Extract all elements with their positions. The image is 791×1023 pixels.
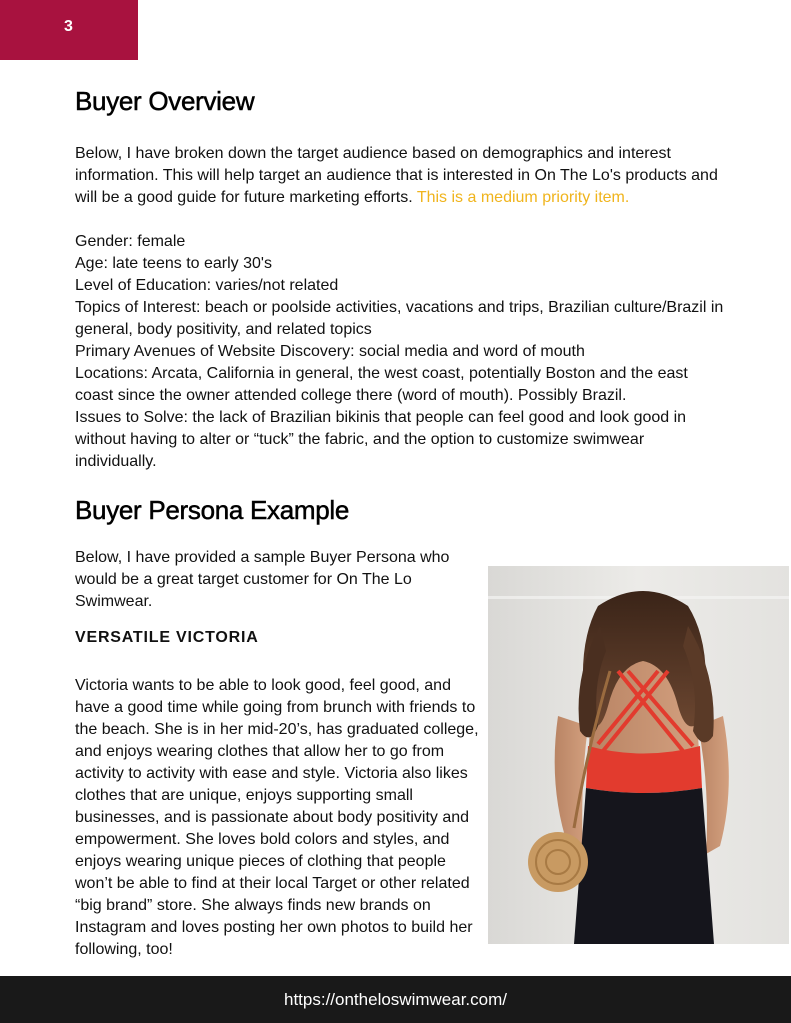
- persona-description: Victoria wants to be able to look good, feel good, and have a good time while going from brunch with friends to the beach. She is in her mid-20’s, has graduated college, and enjoys wearing clothes that allow her to go from activity to activity with ease and style. Victoria also likes clothes that are unique, enjoys supporting small businesses, and is passionate about body positivity and empowerment. She loves bold colors and styles, and enjoys wearing unique pieces of clothing that people won’t be able to find at their local Target or other related “big brand” store. She always finds new brands on Instagram and loves posting her own photos to build her following, too!: [75, 677, 479, 958]
- priority-note: This is a medium priority item.: [416, 189, 630, 206]
- field-website-discovery: Primary Avenues of Website Discovery: social media and word of mouth: [75, 343, 585, 360]
- website-link[interactable]: https://ontheloswimwear.com/: [284, 990, 507, 1009]
- buyer-overview-title: Buyer Overview: [75, 86, 255, 116]
- buyer-persona-title: Buyer Persona Example: [75, 495, 350, 525]
- persona-name: VERSATILE VICTORIA: [75, 629, 259, 646]
- page-footer: [0, 976, 791, 1023]
- field-locations: Locations: Arcata, California in general, the west coast, potentially Boston and the east coast since the owner attended college there (word of mouth). Possibly Brazil.: [75, 365, 688, 404]
- buyer-overview-section: [75, 86, 725, 473]
- field-issues-to-solve: Issues to Solve: the lack of Brazilian bikinis that people can feel good and look good in without having to alter or “tuck” the fabric, and the option to customize swimwear individually.: [75, 409, 687, 470]
- page-number-tab: [0, 0, 138, 60]
- page-number: 3: [64, 18, 73, 35]
- field-topics-of-interest: Topics of Interest: beach or poolside activities, vacations and trips, Brazilian culture/Brazil in general, body positivity, and related topics: [75, 299, 724, 338]
- field-age: Age: late teens to early 30's: [75, 255, 272, 272]
- intro-text: Below, I have broken down the target audience based on demographics and interest information. This will help target an audience that is interested in On The Lo's products and will be a good guide for future marketing efforts.: [75, 145, 718, 206]
- persona-photo-illustration: [488, 566, 789, 944]
- buyer-overview-intro: [75, 143, 725, 209]
- field-gender: Gender: female: [75, 233, 186, 250]
- field-education: Level of Education: varies/not related: [75, 277, 339, 294]
- persona-photo: [488, 566, 789, 944]
- persona-intro: Below, I have provided a sample Buyer Persona who would be a great target customer for On The Lo Swimwear.: [75, 549, 450, 610]
